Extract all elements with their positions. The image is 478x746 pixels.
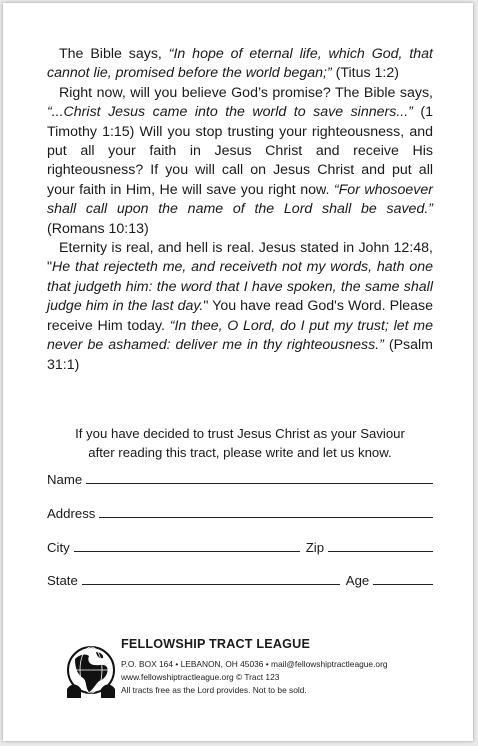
- age-field[interactable]: [373, 584, 433, 585]
- name-row: [47, 469, 433, 487]
- city-label: City: [47, 540, 70, 555]
- org-website: www.fellowshiptractleague.org © Tract 123: [121, 672, 280, 682]
- state-label: State: [47, 573, 78, 588]
- text-run: (Psalm 31:1): [47, 337, 433, 373]
- name-label: Name: [47, 472, 83, 487]
- text-run: " You have read God's Word. Please receive Him today.: [47, 298, 433, 334]
- name-field[interactable]: [86, 483, 433, 484]
- paragraph-1: [47, 45, 433, 84]
- zip-field[interactable]: [328, 551, 433, 552]
- tract-body: [47, 45, 433, 375]
- text-run: The Bible says,: [59, 46, 169, 62]
- paragraph-2: [47, 84, 433, 239]
- invite-line-1: If you have decided to trust Jesus Christ as your Saviour: [75, 426, 405, 441]
- text-run: Eternity is real, and hell is real. Jesus stated in John 12:48, ": [47, 240, 433, 276]
- invite-text: [47, 424, 433, 462]
- org-name: FELLOWSHIP TRACT LEAGUE: [121, 637, 311, 651]
- city-field[interactable]: [74, 551, 300, 552]
- address-label: Address: [47, 506, 96, 521]
- zip-label: Zip: [305, 540, 325, 555]
- scripture-quote: “...Christ Jesus came into the world to save sinners...”: [47, 104, 413, 121]
- scripture-quote: “For whosoever shall call upon the name of the Lord shall be saved.”: [47, 181, 434, 218]
- text-run: (Romans 10:13): [47, 220, 149, 237]
- text-run: (1 Timothy 1:15) Will you stop trusting your righteousness, and put all your faith in Jesus Christ and receive His righteousness? If you will call on Jesus Christ and put all your faith in Him, He will save you right now.: [47, 104, 433, 198]
- scripture-quote: “In hope of eternal life, which God, that cannot lie, promised before the world began;”: [47, 46, 433, 82]
- paragraph-3: [47, 239, 433, 375]
- state-age-row: [47, 570, 433, 588]
- state-field[interactable]: [82, 584, 340, 585]
- scripture-quote: He that rejecteth me, and receiveth not my words, hath one that judgeth him: the word that I have spoken, the same shall judge him in the last day.: [47, 259, 433, 315]
- org-note: All tracts free as the Lord provides. Not to be sold.: [121, 685, 307, 695]
- address-field[interactable]: [99, 517, 433, 518]
- city-zip-row: [47, 537, 433, 555]
- footer: [65, 637, 465, 707]
- org-address: P.O. BOX 164 • LEBANON, OH 45036 • mail@fellowshiptractleague.org: [121, 659, 388, 669]
- invite-line-2: after reading this tract, please write and let us know.: [88, 445, 392, 460]
- tract-page: [3, 3, 473, 741]
- address-row: [47, 503, 433, 521]
- text-run: (Titus 1:2): [331, 65, 399, 82]
- scripture-quote: “In thee, O Lord, do I put my trust; let me never be ashamed: deliver me in thy righteousness.”: [47, 317, 433, 354]
- globe-hands-icon: [65, 643, 117, 699]
- text-run: Right now, will you believe God’s promise? The Bible says,: [59, 84, 433, 101]
- age-label: Age: [345, 573, 370, 588]
